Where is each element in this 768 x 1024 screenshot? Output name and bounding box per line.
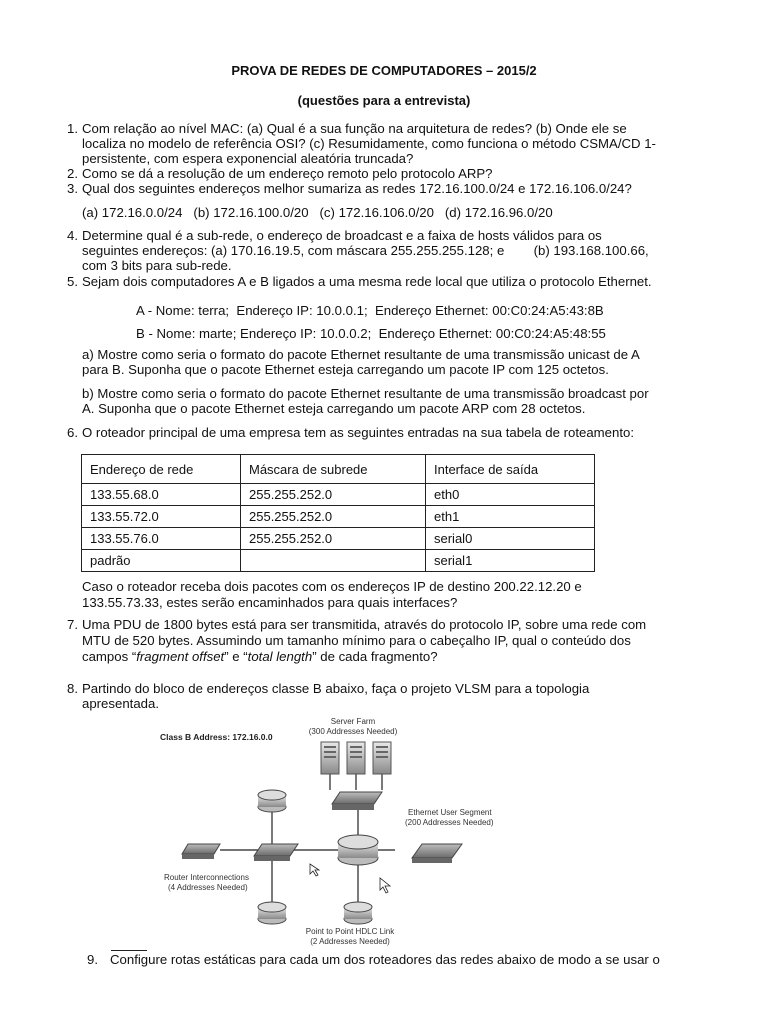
q1-line3: persistente, com espera exponencial aleatória truncada?: [82, 151, 414, 166]
total-length-term: total length: [247, 649, 313, 664]
fragment-offset-term: fragment offset: [136, 649, 225, 664]
server-farm-label: Server Farm: [330, 717, 376, 726]
q1-line1: Com relação ao nível MAC: (a) Qual é a sua função na arquitetura de redes? (b) Onde ele se: [82, 121, 627, 136]
q5-text: Sejam dois computadores A e B ligados a uma mesma rede local que utiliza o protocolo Ethernet.: [82, 274, 652, 289]
hub-icon: [182, 844, 220, 859]
table-row: [82, 528, 595, 550]
server-farm-need: (300 Addresses Needed): [308, 727, 398, 736]
p2p-label: Point to Point HDLC Link: [305, 927, 395, 936]
q3-number: 3.: [67, 181, 78, 196]
cursor-icon: [380, 878, 390, 893]
q6-text: O roteador principal de uma empresa tem as seguintes entradas na sua tabela de roteamento:: [82, 425, 635, 440]
table-cell: [241, 550, 426, 572]
q2-text: Como se dá a resolução de um endereço remoto pelo protocolo ARP?: [82, 166, 493, 181]
q6-number: 6.: [67, 425, 78, 440]
q5-b-line1: b) Mostre como seria o formato do pacote Ethernet resultante de uma transmissão broadcast por: [82, 386, 649, 401]
table-cell: 133.55.76.0: [82, 528, 241, 550]
eth-segment-label: Ethernet User Segment: [408, 808, 492, 817]
q4-line1: Determine qual é a sub-rede, o endereço de broadcast e a faixa de hosts válidos para os: [82, 228, 602, 243]
vlsm-topology-diagram: [150, 712, 494, 952]
q9-underline-mark: [111, 950, 147, 951]
q3-options: (a) 172.16.0.0/24 (b) 172.16.100.0/20 (c) 172.16.106.0/20 (d) 172.16.96.0/20: [82, 205, 553, 220]
switch-icon: [412, 844, 462, 863]
q5-b-line2: A. Suponha que o pacote Ethernet esteja carregando um pacote ARP com 28 octetos.: [82, 401, 586, 416]
server-icon: [321, 742, 339, 774]
q4-line2: seguintes endereços: (a) 170.16.19.5, com máscara 255.255.255.128; e (b) 193.168.100.66,: [82, 243, 649, 258]
router-icon: [258, 790, 286, 812]
table-header-cell: Interface de saída: [426, 455, 595, 484]
server-icon: [347, 742, 365, 774]
page-subtitle: (questões para a entrevista): [297, 93, 471, 108]
table-row: [82, 550, 595, 572]
q9-text: Configure rotas estáticas para cada um dos roteadores das redes abaixo de modo a se usar o: [110, 952, 660, 967]
q3-text: Qual dos seguintes endereços melhor sumariza as redes 172.16.100.0/24 e 172.16.106.0/24?: [82, 181, 632, 196]
table-cell: serial1: [426, 550, 595, 572]
q7-line3: [82, 649, 438, 665]
cursor-icon: [310, 864, 319, 876]
q8-number: 8.: [67, 681, 78, 696]
q5-host-a: A - Nome: terra; Endereço IP: 10.0.0.1; Endereço Ethernet: 00:C0:24:A5:43:8B: [136, 303, 604, 318]
q1-line2: localiza no modelo de referência OSI? (c) Resumidamente, como funciona o método CSMA/CD 1-: [82, 136, 656, 151]
q2-number: 2.: [67, 166, 78, 181]
router-inter-label: Router Interconnections: [164, 873, 249, 882]
router-icon: [338, 835, 378, 865]
q4-line3: com 3 bits para sub-rede.: [82, 258, 232, 273]
q4-number: 4.: [67, 228, 78, 243]
table-row: [82, 506, 595, 528]
router-inter-need: (4 Addresses Needed): [168, 883, 248, 892]
table-header-row: [82, 455, 595, 484]
page-title: PROVA DE REDES DE COMPUTADORES – 2015/2: [231, 63, 537, 78]
router-icon: [344, 902, 372, 924]
table-header-cell: Máscara de subrede: [241, 455, 426, 484]
q7-line3-post: ” de cada fragmento?: [312, 649, 438, 664]
table-cell: 255.255.252.0: [241, 484, 426, 506]
table-header-cell: Endereço de rede: [82, 455, 241, 484]
table-cell: 255.255.252.0: [241, 506, 426, 528]
class-b-label: Class B Address: 172.16.0.0: [160, 732, 273, 742]
q5-host-b: B - Nome: marte; Endereço IP: 10.0.0.2; Endereço Ethernet: 00:C0:24:A5:48:55: [136, 326, 606, 341]
router-icon: [258, 902, 286, 924]
q8-line2: apresentada.: [82, 696, 159, 711]
table-row: [82, 484, 595, 506]
table-cell: padrão: [82, 550, 241, 572]
switch-icon: [254, 844, 298, 861]
table-cell: 255.255.252.0: [241, 528, 426, 550]
q6-after-line2: 133.55.73.33, estes serão encaminhados para quais interfaces?: [82, 595, 458, 610]
q7-line3-mid: ” e “: [224, 649, 248, 664]
routing-table: [81, 454, 595, 572]
q5-number: 5.: [67, 274, 78, 289]
table-cell: 133.55.72.0: [82, 506, 241, 528]
q8-line1: Partindo do bloco de endereços classe B abaixo, faça o projeto VLSM para a topologia: [82, 681, 590, 696]
switch-icon: [332, 792, 382, 810]
q7-line2: MTU de 520 bytes. Assumindo um tamanho mínimo para o cabeçalho IP, qual o conteúdo dos: [82, 633, 631, 648]
q7-line3-pre: campos “: [82, 649, 137, 664]
table-cell: eth0: [426, 484, 595, 506]
table-cell: serial0: [426, 528, 595, 550]
table-cell: 133.55.68.0: [82, 484, 241, 506]
p2p-need: (2 Addresses Needed): [310, 937, 390, 946]
q9-number: 9.: [87, 952, 98, 967]
q5-a-line1: a) Mostre como seria o formato do pacote Ethernet resultante de uma transmissão unicast de A: [82, 347, 640, 362]
q5-a-line2: para B. Suponha que o pacote Ethernet esteja carregando um pacote IP com 125 octetos.: [82, 362, 609, 377]
q7-line1: Uma PDU de 1800 bytes está para ser transmitida, através do protocolo IP, sobre uma rede com: [82, 617, 647, 632]
server-icon: [373, 742, 391, 774]
q7-number: 7.: [67, 617, 78, 632]
eth-segment-need: (200 Addresses Needed): [405, 818, 494, 827]
q6-after-line1: Caso o roteador receba dois pacotes com os endereços IP de destino 200.22.12.20 e: [82, 579, 582, 594]
q1-number: 1.: [67, 121, 78, 136]
table-cell: eth1: [426, 506, 595, 528]
